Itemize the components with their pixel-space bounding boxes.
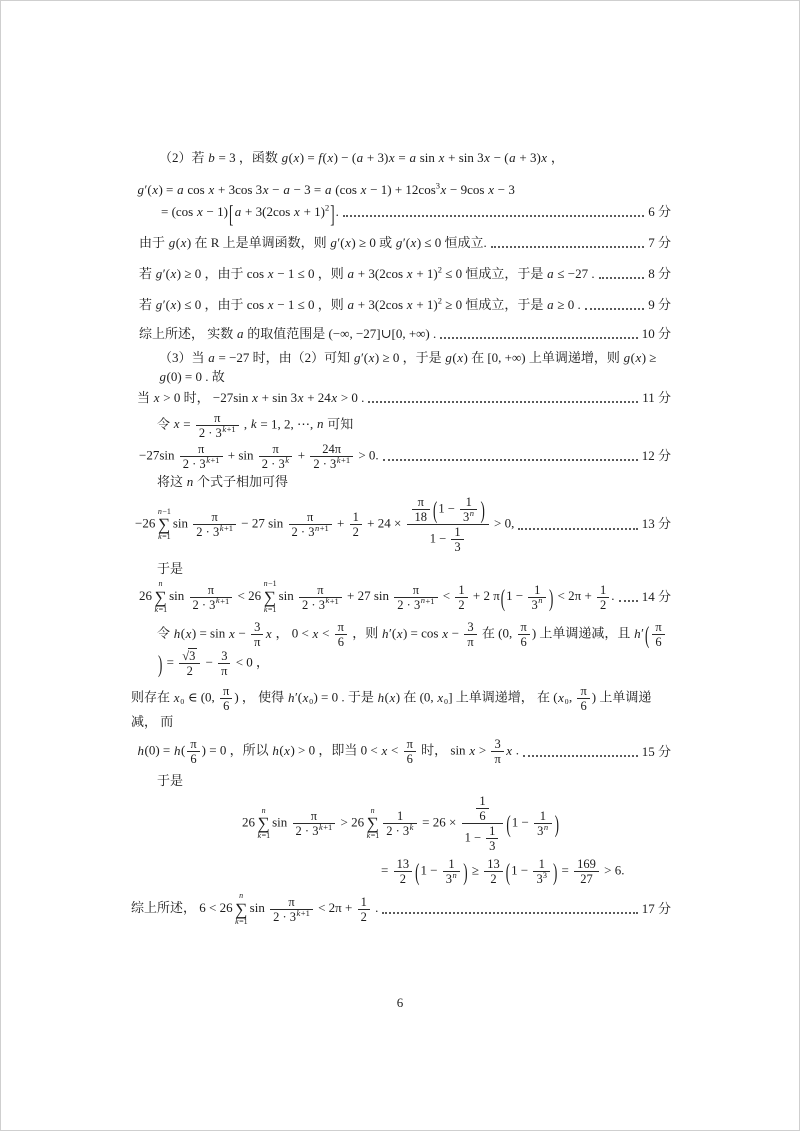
line-content: 将这 n 个式子相加可得 (157, 473, 289, 489)
fraction: $\frac{3}{\pi}$ (218, 649, 230, 678)
fraction: $\frac{13}{2}$ (394, 857, 413, 886)
big-delimiter: ( (505, 857, 511, 887)
lower-bound-1 (131, 794, 671, 853)
line-content: （2）若 b = 3 ，函数 g(x) = f(x) − (a + 3)x = a sin x + sin 3x − (a + 3)x ， (159, 150, 564, 165)
big-delimiter: ( (506, 809, 511, 839)
dot-leader (491, 246, 644, 248)
fraction: $\frac{\pi}{6}$ (652, 620, 664, 649)
sum-note (131, 473, 671, 491)
fraction: $\frac{\pi}{2 \cdot 3^{k+1}}$ (180, 442, 223, 471)
fraction: $\frac{√3}{2}$ (179, 649, 200, 678)
fraction: $\frac{\pi}{2 \cdot 3^{k+1}}$ (293, 809, 336, 838)
h-monotonic (131, 684, 671, 731)
line-content: 于是 (157, 561, 184, 577)
part2-intro (131, 149, 671, 167)
big-delimiter: ( (645, 620, 650, 649)
big-delimiter: ) (480, 495, 485, 524)
line-content: 令 h(x) = sin x − $\frac{3}{\pi}$ x ， 0 < x < $\frac{\pi}{6}$ ，则 h′(x) = cos x − $\frac{3}{\pi}$ 在 (0, $\frac{\pi}{6}$ ) 上单调递减，且 h′( $\frac{\pi}{6}$ ) = $\frac{√3}{2}$ − $\frac{3}{\pi}$ < 0 ， (157, 620, 671, 678)
fraction: $\frac{1}{3^n}$ (460, 495, 478, 524)
fraction: $\frac{1}{3^n}$ (534, 809, 552, 838)
fraction: $\frac{\pi}{6}$ (187, 737, 199, 766)
score-label: 12 分 (641, 448, 671, 464)
line-content: 26 n ∑ k=1 sin $\frac{\pi}{2 \cdot 3^{k+1}}$ < 26 n−1 ∑ k=1 sin $\frac{\pi}{2 \cdot 3^{k+1}}$ + 27 sin $\frac{\pi}{2 \cdot 3^{n+1}}$ < $\frac{1}{2}$ + 2 π(1 − $\frac{1}{3^n}$ ) < 2π + $\frac{1}{2}$ . (139, 579, 615, 614)
fraction: $\frac{\pi}{2 \cdot 3^{n+1}}$ (394, 583, 437, 612)
line-content: = $\frac{13}{2}$ (1 − $\frac{1}{3^n}$ ) ≥ $\frac{13}{2}$ (1 − $\frac{1}{3^3}$ ) = $\frac{169}{27}$ > 6. (381, 857, 625, 887)
page-number: 6 (396, 995, 404, 1010)
big-delimiter: ( (500, 582, 506, 612)
big-delimiter: ) (548, 582, 554, 612)
fraction: $\frac{1}{2}$ (455, 583, 467, 612)
fraction: $\frac{1}{3^3}$ (533, 857, 550, 886)
score-label: 6 分 (648, 204, 671, 220)
monotonic-condition (131, 234, 671, 252)
fraction: $\frac{1}{3}$ (486, 824, 498, 853)
score-label: 8 分 (648, 265, 671, 281)
line-content: h(0) = h( $\frac{\pi}{6}$ ) = 0 ，所以 h(x) > 0 ，即当 0 < x < $\frac{\pi}{6}$ 时， sin x > $\frac{3}{\pi}$ x . (137, 737, 520, 767)
dot-leader (368, 401, 638, 403)
fraction: $\frac{1}{6}$ 1 − $\frac{1}{3}$ (462, 794, 504, 853)
fraction: $\frac{1}{3}$ (451, 525, 463, 554)
inequality-11 (131, 389, 671, 407)
dot-leader (518, 528, 637, 530)
line-content: 于是 (157, 773, 184, 789)
dot-leader (523, 755, 638, 757)
line-content: 由于 g(x) 在 R 上是单调函数，则 g′(x) ≥ 0 或 g′(x) ≤ 0 恒成立. (139, 234, 487, 250)
score-label: 13 分 (641, 516, 671, 532)
fraction: $\frac{\pi}{6}$ (404, 737, 416, 766)
fraction: $\frac{1}{3^n}$ (528, 583, 546, 612)
fraction: $\frac{1}{6}$ (476, 794, 488, 823)
range-conclusion (131, 325, 671, 343)
line-content: 若 g′(x) ≥ 0 ，由于 cos x − 1 ≤ 0 ，则 a + 3(2cos x + 1)$^2$ ≤ 0 恒成立，于是 a ≤ −27 . (139, 264, 595, 281)
line-content: 综上所述， 6 < 26 n ∑ k=1 sin $\frac{\pi}{2 \cdot 3^{k+1}}$ < 2π + $\frac{1}{2}$ . (131, 891, 379, 926)
big-delimiter: ) (554, 809, 559, 839)
h-conclusion (131, 737, 671, 766)
fraction: $\frac{\pi}{2 \cdot 3^k}$ (259, 442, 293, 471)
fraction: $\frac{\pi}{18}$ (412, 495, 431, 524)
line-content: −27sin $\frac{\pi}{2 \cdot 3^{k+1}}$ + sin $\frac{\pi}{2 \cdot 3^k}$ + $\frac{24\pi}{2 \cdot 3^{k+1}}$ > 0. (139, 441, 379, 471)
substitute-x (131, 411, 671, 440)
case-ge-zero (131, 265, 671, 283)
fraction: $\frac{\pi}{6}$ (220, 684, 232, 713)
dot-leader (383, 459, 638, 461)
inequality-13 (131, 495, 671, 554)
dot-leader (343, 215, 644, 217)
score-label: 15 分 (641, 743, 671, 759)
line-content: = (cos x − 1)[ a + 3(2cos x + 1)$^2$]. (161, 199, 339, 228)
score-label: 17 分 (641, 901, 671, 917)
fraction: $\frac{3}{\pi}$ (251, 620, 263, 649)
big-delimiter: ) (552, 857, 558, 887)
final-conclusion (131, 892, 671, 926)
summation: n ∑ k=1 (235, 891, 248, 926)
fraction: $\frac{\pi}{2 \cdot 3^{k+1}}$ (270, 895, 313, 924)
score-label: 7 分 (648, 234, 671, 250)
fraction: $\frac{3}{\pi}$ (491, 737, 503, 766)
fraction: $\frac{1}{2}$ (350, 510, 362, 539)
score-label: 9 分 (648, 296, 671, 312)
big-delimiter: [ (228, 199, 234, 228)
fraction: $\frac{\pi}{6}$ (518, 620, 530, 649)
sqrt-radical: √3 (182, 649, 196, 664)
inequality-12 (131, 442, 671, 471)
fraction: $\frac{\pi}{2 \cdot 3^{k+1}}$ (196, 411, 239, 440)
big-delimiter: ( (415, 857, 420, 887)
fraction: $\frac{1}{2}$ (597, 583, 609, 612)
summation: n ∑ k=1 (154, 579, 168, 614)
score-label: 14 分 (641, 589, 671, 605)
big-delimiter: ( (433, 495, 438, 524)
big-delimiter: ] (330, 199, 335, 228)
solution-content (131, 149, 671, 926)
g-derivative (131, 181, 671, 199)
line-content: 若 g′(x) ≤ 0 ，由于 cos x − 1 ≤ 0 ，则 a + 3(2cos x + 1)$^2$ ≥ 0 恒成立，于是 a ≥ 0 . (139, 295, 581, 312)
dot-leader (440, 337, 637, 339)
lower-bound-2 (131, 857, 671, 886)
dot-leader (585, 308, 644, 310)
big-delimiter: ) (463, 857, 468, 887)
summation: n ∑ k=1 (257, 806, 271, 841)
dot-leader (382, 912, 637, 914)
fraction: $\frac{\pi}{6}$ (335, 620, 347, 649)
fraction: $\frac{\pi}{18}$ (1 − $\frac{1}{3^n}$ ) 1 − $\frac{1}{3}$ (407, 495, 489, 554)
fraction: $\frac{\pi}{2 \cdot 3^{k+1}}$ (193, 510, 236, 539)
line-content: g′(x) = a cos x + 3cos 3x − a − 3 = a (cos $x - 1) + 12\cos^3x - 9\cos$ x − 3 (137, 180, 515, 198)
fraction: $\frac{\pi}{6}$ (577, 684, 589, 713)
score-label: 11 分 (642, 389, 671, 405)
line-content: 则存在 x₀ ∈ (0, $\frac{\pi}{6}$ ) ， 使得 h′(x₀) = 0 . 于是 h(x) 在 (0, x₀] 上单调递增， 在 (x₀, $\frac{\pi}{6}$ ) 上单调递减， 而 (131, 684, 652, 730)
define-h (131, 620, 671, 678)
line-content: （3）当 a = −27 时，由（2）可知 g′(x) ≥ 0 ，于是 g(x) 在 [0, +∞) 上单调递增，则 g(x) ≥ g(0) = 0 . 故 (159, 350, 657, 384)
big-delimiter: ) (158, 649, 163, 678)
g-derivative-factored (131, 199, 671, 228)
summation: n ∑ k=1 (366, 806, 380, 841)
fraction: $\frac{169}{27}$ (574, 857, 599, 886)
score-label: 10 分 (641, 326, 671, 342)
line-content: 26 n ∑ k=1 sin $\frac{\pi}{2 \cdot 3^{k+1}}$ > 26 n ∑ k=1 $\frac{1}{2 \cdot 3^k}$ = 26 × $\frac{1}{6}$ 1 − $\frac{1}{3}$ (1 − $\frac{1}{3^n}$ ) (242, 794, 559, 854)
dot-leader (599, 277, 645, 279)
fraction: $\frac{1}{3^n}$ (443, 857, 461, 886)
fraction: $\frac{1}{2 \cdot 3^k}$ (383, 809, 417, 838)
fraction: $\frac{3}{\pi}$ (464, 620, 476, 649)
fraction: $\frac{1}{2}$ (358, 895, 370, 924)
case-le-zero (131, 296, 671, 314)
summation: n−1 ∑ k=1 (157, 506, 171, 542)
fraction: $\frac{\pi}{2 \cdot 3^{k+1}}$ (190, 583, 233, 612)
part3-intro (131, 349, 671, 385)
summation: n−1 ∑ k=1 (263, 579, 277, 614)
line-content: 令 x = $\frac{\pi}{2 \cdot 3^{k+1}}$ , k = 1, 2, ⋯, n 可知 (157, 410, 354, 440)
inequality-14 (131, 580, 671, 614)
fraction: $\frac{24\pi}{2 \cdot 3^{k+1}}$ (310, 442, 353, 471)
fraction: $\frac{\pi}{2 \cdot 3^{k+1}}$ (299, 583, 342, 612)
dot-leader (619, 600, 638, 602)
fraction: $\frac{\pi}{2 \cdot 3^{n+1}}$ (289, 510, 332, 539)
yushi-1 (131, 560, 671, 578)
yushi-2 (131, 772, 671, 790)
fraction: $\frac{13}{2}$ (484, 857, 503, 886)
line-content: 综上所述， 实数 a 的取值范围是 (−∞, −27]∪[0, +∞) . (139, 326, 437, 342)
line-content: −26 n−1 ∑ k=1 sin $\frac{\pi}{2 \cdot 3^{k+1}}$ − 27 sin $\frac{\pi}{2 \cdot 3^{n+1}}$ + $\frac{1}{2}$ + 24 × $\frac{\pi}{18}$ (1 − $\frac{1}{3^n}$ ) 1 − $\frac{1}{3}$ > 0, (135, 495, 515, 555)
line-content: 当 x > 0 时， −27sin x + sin 3x + 24x > 0 . (137, 389, 365, 405)
